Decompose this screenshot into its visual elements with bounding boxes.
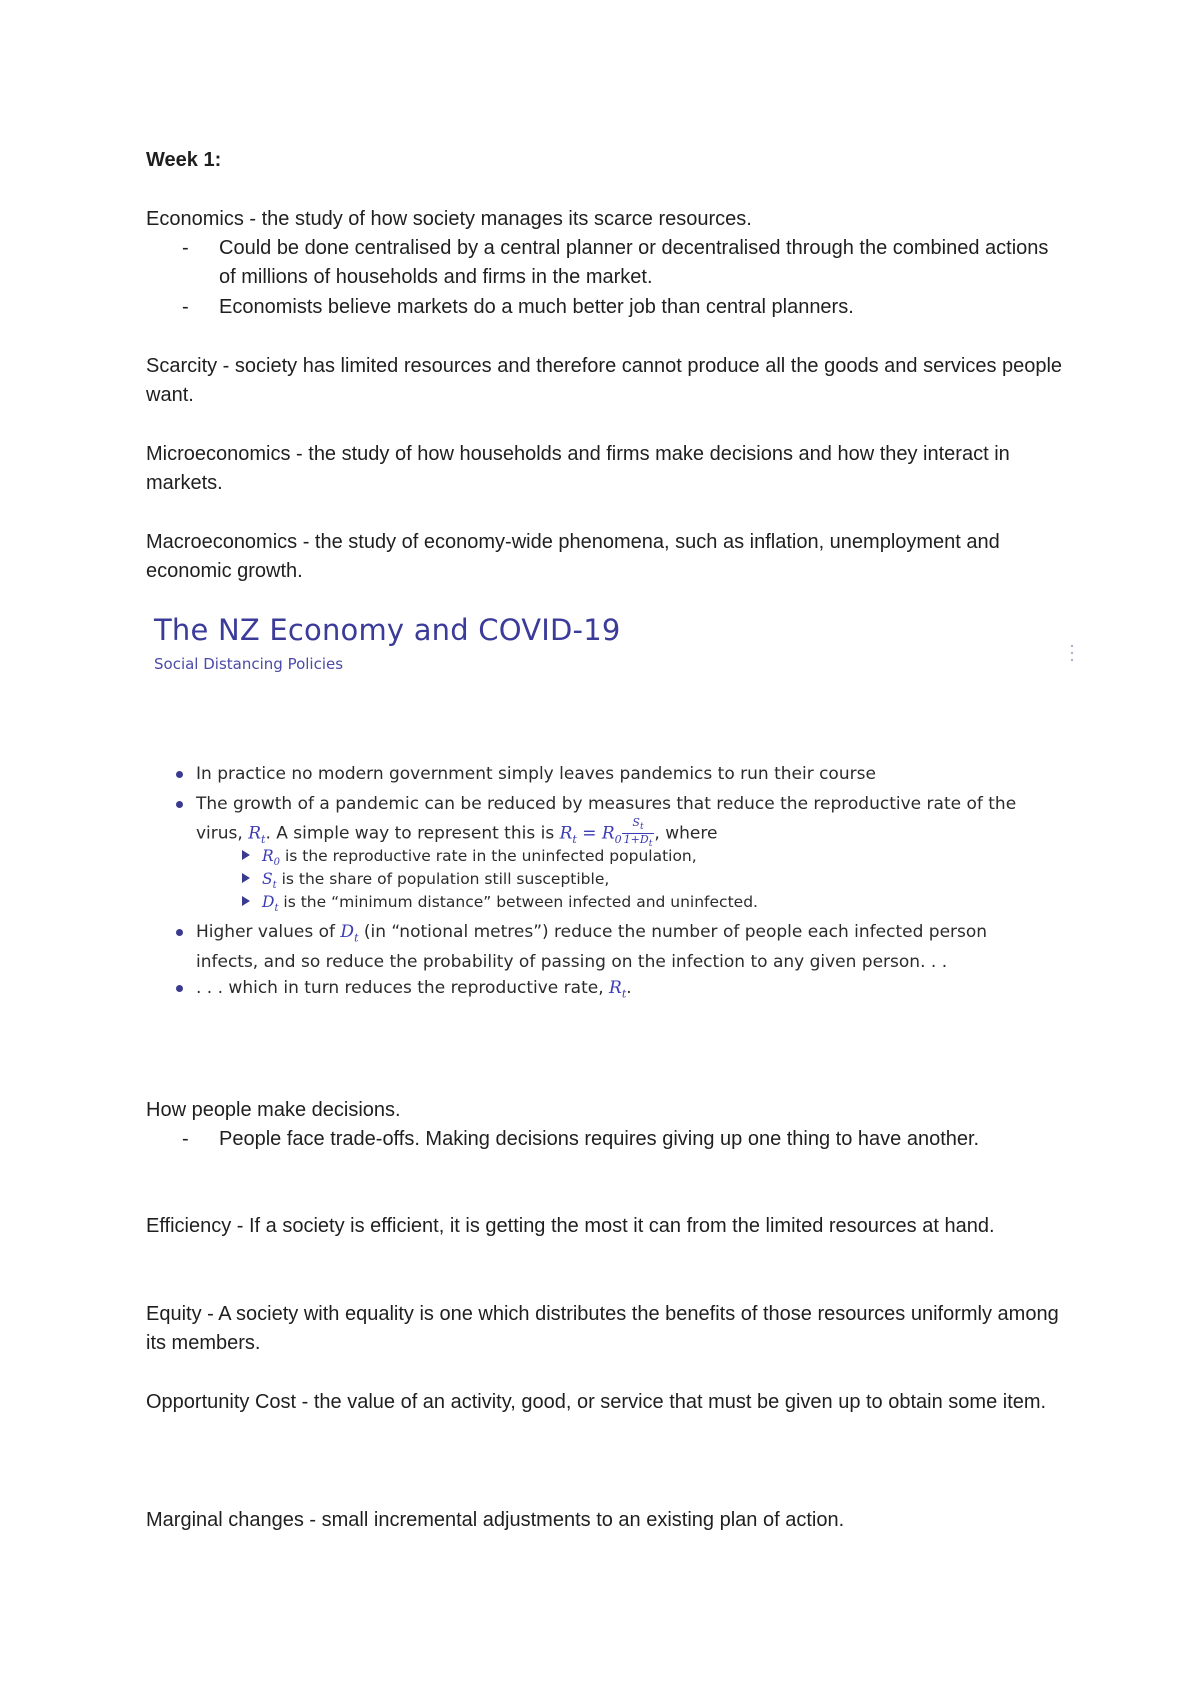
efficiency-definition: Efficiency - If a society is efficient, it is getting the most it can from the limited resources at hand. (146, 1215, 995, 1237)
dash-marker: - (182, 296, 189, 318)
dash-marker: - (182, 1128, 189, 1150)
macroeconomics-definition: Macroeconomics - the study of economy-wide phenomena, such as inflation, unemployment and economic growth. (146, 531, 1000, 582)
decisions-bullet-1: - People face trade-offs. Making decisions requires giving up one thing to have another. (182, 1125, 1062, 1154)
formula-fraction: $\frac{S_t}{1+D_t}$ (623, 816, 653, 850)
triangle-bullet-icon (242, 850, 250, 860)
economics-definition: Economics - the study of how society manages its scarce resources. (146, 208, 752, 230)
bullet-dot-icon (176, 985, 183, 992)
slide-subbullet-2: $S_t$ is the share of population still susceptible, (242, 867, 1042, 898)
economics-bullet-1: - Could be done centralised by a central planner or decentralised through the combined actions of millions of households and firms in the market. (182, 234, 1062, 292)
microeconomics-definition: Microeconomics - the study of how households and firms make decisions and how they interact in markets. (146, 443, 1010, 494)
economics-bullet-2: - Economists believe markets do a much better job than central planners. (182, 293, 1062, 322)
week-heading: Week 1: (146, 149, 222, 171)
slide-subtitle: Social Distancing Policies (154, 655, 344, 673)
bullet-dot-icon (176, 929, 183, 936)
triangle-bullet-icon (242, 873, 250, 883)
slide-subbullet-3: $D_t$ is the “minimum distance” between infected and uninfected. (242, 890, 1042, 921)
marginal-changes-definition: Marginal changes - small incremental adjustments to an existing plan of action. (146, 1509, 845, 1531)
scarcity-definition: Scarcity - society has limited resources and therefore cannot produce all the goods and services people want. (146, 355, 1063, 406)
slide-bullet-4: . . . which in turn reduces the reproductive rate, $R_t$. (176, 976, 1056, 1006)
slide-bullet-3: Higher values of $D_t$ (in “notional metres”) reduce the number of people each infected person infects, and so reduce the probability of passing on the infection to any given person. . . (176, 920, 1056, 975)
lecture-slide-image (146, 608, 1076, 1008)
slide-subbullet-1: $R_0$ is the reproductive rate in the uninfected population, (242, 844, 1042, 875)
triangle-bullet-icon (242, 896, 250, 906)
slide-nav-icon (1068, 640, 1076, 670)
slide-title: The NZ Economy and COVID-19 (154, 613, 621, 647)
slide-bullet-1: In practice no modern government simply leaves pandemics to run their course (176, 762, 1056, 787)
equity-definition: Equity - A society with equality is one which distributes the benefits of those resources uniformly among its members. (146, 1303, 1059, 1354)
bullet-dot-icon (176, 771, 183, 778)
opportunity-cost-definition: Opportunity Cost - the value of an activity, good, or service that must be given up to obtain some item. (146, 1391, 1047, 1413)
slide-bullet-2: The growth of a pandemic can be reduced by measures that reduce the reproductive rate of the virus, $R_t$. A simple way to represent this is $R_t = R_0$ $\frac{S_t}{1+D_t}$ , where (176, 792, 1056, 852)
decisions-heading: How people make decisions. (146, 1099, 401, 1121)
dash-marker: - (182, 237, 189, 259)
bullet-dot-icon (176, 801, 183, 808)
